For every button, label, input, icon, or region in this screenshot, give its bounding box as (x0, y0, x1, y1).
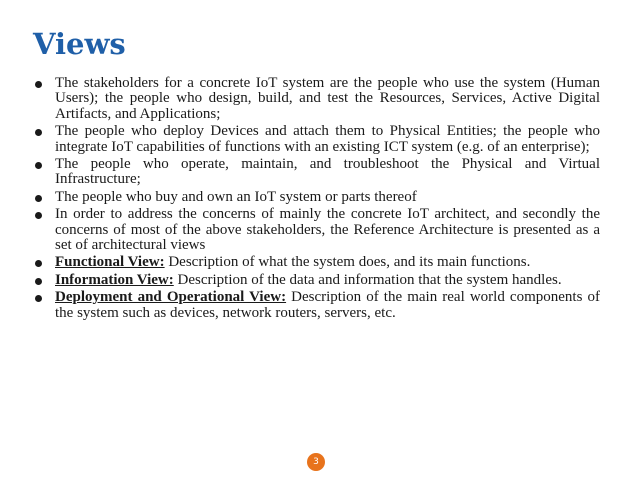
bullet-dot-icon (35, 278, 42, 285)
bullet-dot-icon (35, 295, 42, 302)
bullet-item-architectural-views (34, 207, 600, 253)
bullet-dot-icon (35, 129, 42, 136)
bullet-dot-icon (35, 162, 42, 169)
bullet-item-deployers (34, 124, 600, 155)
bullet-text: In order to address the concerns of mainly the concrete IoT architect, and secondly the concerns of most of the above stakeholders, the Reference Architecture is presented as a set of architectural views (55, 206, 600, 254)
bullet-item-owners (34, 190, 600, 205)
bullet-item-functional-view (34, 255, 600, 270)
bullet-text: The people who buy and own an IoT system or parts thereof (55, 188, 417, 205)
bullet-list (34, 76, 600, 323)
bullet-term: Functional View: (55, 254, 165, 271)
bullet-text: Description of the main real world components of the system such as devices, network routers, servers, etc. (55, 289, 600, 321)
bullet-dot-icon (35, 212, 42, 219)
bullet-item-information-view (34, 273, 600, 288)
page-number-badge: 3 (307, 453, 325, 471)
bullet-text: The stakeholders for a concrete IoT system are the people who use the system (Human Users); the people who design, build, and test the Resources, Services, Active Digital Artifacts, and Applications; (55, 75, 600, 122)
bullet-term: Information View: (55, 271, 174, 288)
bullet-text: The people who operate, maintain, and troubleshoot the Physical and Virtual Infrastructure; (55, 156, 600, 188)
bullet-dot-icon (35, 195, 42, 202)
bullet-item-operators (34, 157, 600, 188)
bullet-text: The people who deploy Devices and attach them to Physical Entities; the people who integrate IoT capabilities of functions with an existing ICT system (e.g. of an enterprise); (55, 123, 600, 155)
bullet-dot-icon (35, 260, 42, 267)
bullet-term: Deployment and Operational View: (55, 289, 287, 306)
slide-title: Views (33, 27, 126, 61)
bullet-dot-icon (35, 81, 42, 88)
bullet-text: Description of what the system does, and its main functions. (164, 254, 531, 271)
bullet-text: Description of the data and information that the system handles. (173, 271, 562, 288)
bullet-item-deployment-view (34, 290, 600, 321)
bullet-item-stakeholders-users (34, 76, 600, 122)
